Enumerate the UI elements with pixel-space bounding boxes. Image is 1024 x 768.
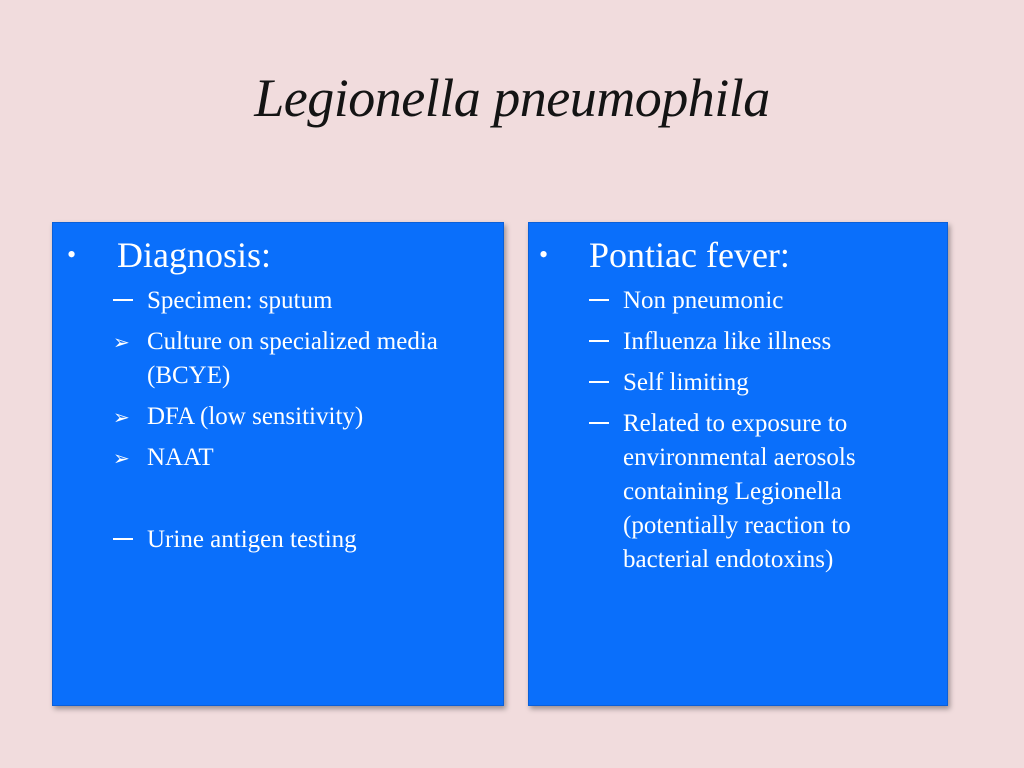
dash-icon <box>589 284 617 318</box>
bullet-dot-icon: • <box>67 240 77 269</box>
dash-icon <box>113 284 141 318</box>
arrow-bullet-icon: ➢ <box>113 330 130 354</box>
pontiac-fever-panel: • Pontiac fever: Non pneumonic Influenza like illness Self limiting Related to exposure to environmental aerosols containing Legionella (potentially reaction to bacterial endotoxins) <box>528 222 948 706</box>
arrow-bullet-icon: ➢ <box>113 446 130 470</box>
slide-title: Legionella pneumophila <box>254 68 770 128</box>
pontiac-heading: Pontiac fever: <box>589 235 790 275</box>
dash-icon <box>113 523 141 557</box>
arrow-bullet-icon: ➢ <box>113 405 130 429</box>
dash-icon <box>589 366 617 400</box>
dash-icon <box>589 325 617 359</box>
dash-icon <box>589 407 617 441</box>
bullet-dot-icon: • <box>539 240 549 269</box>
diagnosis-heading: Diagnosis: <box>117 235 272 275</box>
diagnosis-panel: • Diagnosis: Specimen: sputum ➢ Culture on specialized media (BCYE) ➢ DFA (low sensitivity) ➢ NAAT Urine antigen testing <box>52 222 504 706</box>
